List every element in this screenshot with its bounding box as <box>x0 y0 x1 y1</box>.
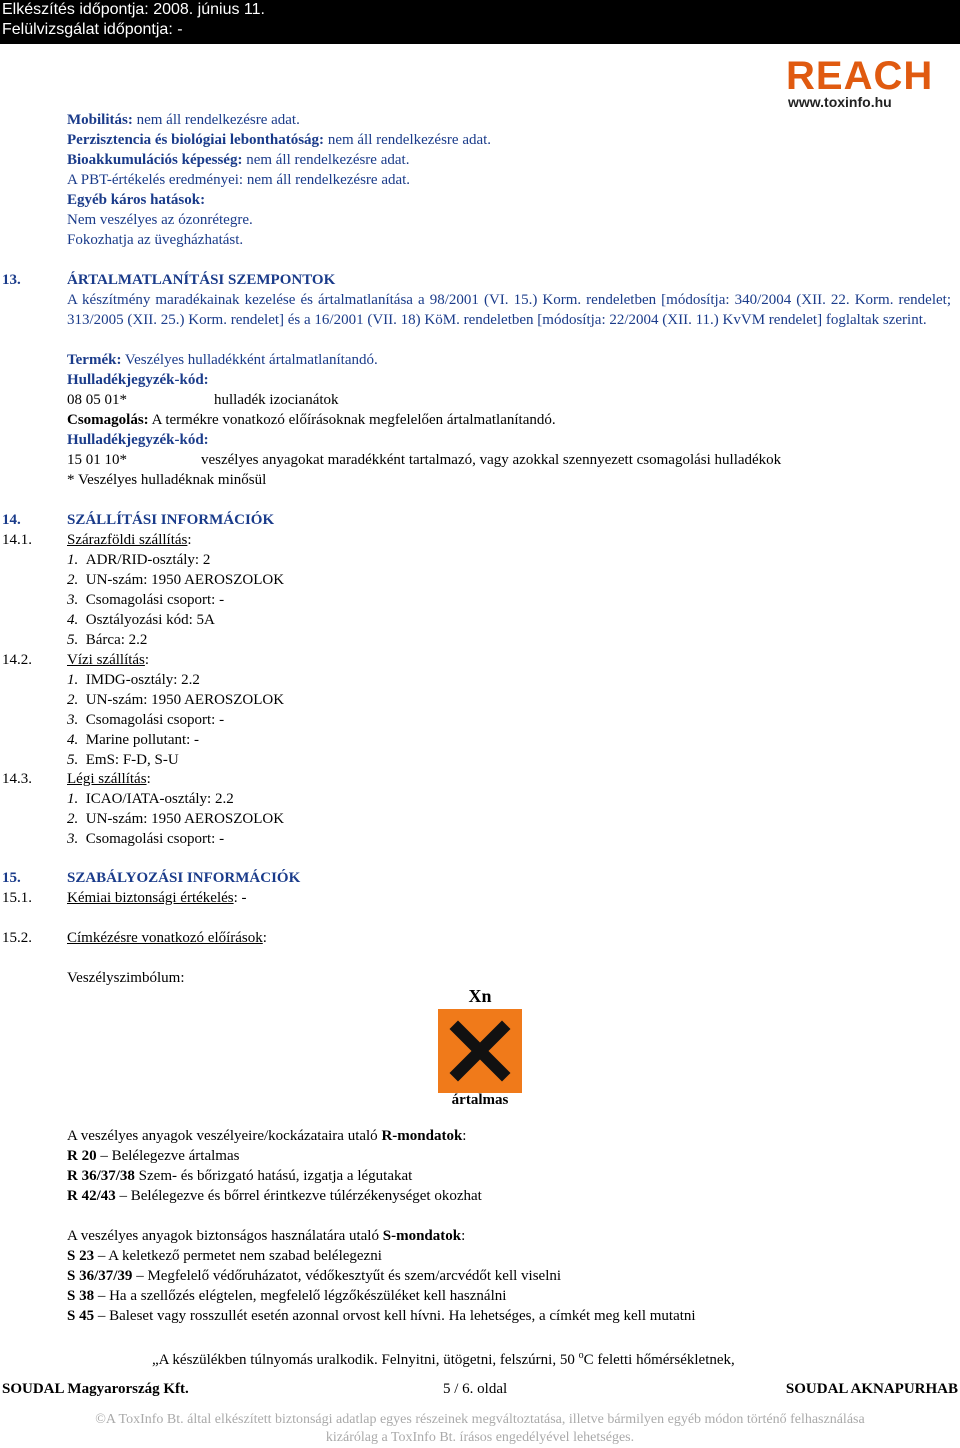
footer-company: SOUDAL Magyarország Kft. <box>2 1381 189 1397</box>
list-item: 5. Bárca: 2.2 <box>67 632 148 648</box>
sub-14-2-title: Vízi szállítás: <box>67 652 150 668</box>
creation-date: Elkészítés időpontja: 2008. június 11. <box>2 1 265 18</box>
list-item: 2. UN-szám: 1950 AEROSZOLOK <box>67 692 285 708</box>
waste-code-label: Hulladékjegyzék-kód: <box>67 372 209 388</box>
waste-code-2-desc: veszélyes anyagokat maradékként tartalmazó, vagy azokkal szennyezett csomagolási hulladékok <box>201 452 782 468</box>
s-phrase: S 45 – Baleset vagy rosszullét esetén azonnal orvost kell hívni. Ha lehetséges, a címkét meg kell mutatni <box>67 1308 696 1324</box>
document-header <box>0 0 960 44</box>
hazardous-note: * Veszélyes hulladéknak minősül <box>67 472 267 488</box>
waste-code-label-2: Hulladékjegyzék-kód: <box>67 432 209 448</box>
s-phrases-intro: A veszélyes anyagok biztonságos használatára utaló S-mondatok: <box>67 1228 466 1244</box>
persistence-line: Perzisztencia és biológiai lebonthatóság: nem áll rendelkezésre adat. <box>67 132 492 148</box>
list-item: 2. UN-szám: 1950 AEROSZOLOK <box>67 572 285 588</box>
list-item: 3. Csomagolási csoport: - <box>67 831 225 847</box>
r-phrase: R 20 – Belélegezve ártalmas <box>67 1148 240 1164</box>
sub-15-2-number: 15.2. <box>2 930 32 946</box>
packaging-line: Csomagolás: A termékre vonatkozó előírásoknak megfelelően ártalmatlanítandó. <box>67 412 556 428</box>
section-13-title: ÁRTALMATLANÍTÁSI SZEMPONTOK <box>67 272 336 288</box>
waste-code-1-desc: hulladék izocianátok <box>214 392 339 408</box>
sub-14-1-title: Szárazföldi szállítás: <box>67 532 192 548</box>
sub-15-1-number: 15.1. <box>2 890 32 906</box>
sub-14-3-title: Légi szállítás: <box>67 771 151 787</box>
sub-15-1-title: Kémiai biztonsági értékelés: - <box>67 890 247 906</box>
list-item: 1. IMDG-osztály: 2.2 <box>67 672 200 688</box>
greenhouse-line: Fokozhatja az üvegházhatást. <box>67 232 244 248</box>
logo-url: www.toxinfo.hu <box>788 94 892 110</box>
logo-text: REACH <box>786 54 934 98</box>
copyright-line-1: ©A ToxInfo Bt. által elkészített biztonsági adatlap egyes részeinek megváltoztatása, illetve bármilyen egyéb módon történő felhasználása <box>95 1412 865 1427</box>
list-item: 4. Osztályozási kód: 5A <box>67 612 215 628</box>
section-13-number: 13. <box>2 272 21 288</box>
waste-code-1: 08 05 01* <box>67 392 127 408</box>
r-phrase: R 42/43 – Belélegezve és bőrrel érintkezve túlérzékenységet okozhat <box>67 1188 482 1204</box>
section-15-number: 15. <box>2 870 21 886</box>
symbol-code: Xn <box>468 986 492 1006</box>
termek-line: Termék: Veszélyes hulladékként ártalmatlanítandó. <box>67 352 378 368</box>
list-item: 3. Csomagolási csoport: - <box>67 592 225 608</box>
s-phrase: S 23 – A keletkező permetet nem szabad belélegezni <box>67 1248 382 1264</box>
other-effects-label: Egyéb káros hatások: <box>67 192 206 208</box>
list-item: 1. ADR/RID-osztály: 2 <box>67 552 211 568</box>
section-14-number: 14. <box>2 512 21 528</box>
bioaccumulation-line: Bioakkumulációs képesség: nem áll rendelkezésre adat. <box>67 152 410 168</box>
pressure-warning: „A készülékben túlnyomás uralkodik. Felnyitni, ütögetni, felszúrni, 50 $^o$C feletti hőmérsékletnek, <box>152 1350 735 1368</box>
s-phrase: S 38 – Ha a szellőzés elégtelen, megfelelő légzőkészüléket kell használni <box>67 1288 507 1304</box>
harmful-hazard-symbol <box>438 985 522 1111</box>
copyright-line-2: kizárólag a ToxInfo Bt. írásos engedélyével lehetséges. <box>325 1430 635 1445</box>
s-phrase: S 36/37/39 – Megfelelő védőruházatot, védőkesztyűt és szem/arcvédőt kell viselni <box>67 1268 562 1284</box>
hazard-symbol-label: Veszélyszimbólum: <box>67 970 185 986</box>
revision-date: Felülvizsgálat időpontja: - <box>2 21 183 38</box>
section-13-paragraph: A készítmény maradékainak kezelése és ártalmatlanítása a 98/2001 (VI. 15.) Korm. rendeletben [módosítja: 340/2004 (XII. 22. Korm. rendelet; 313/2005 (XII. 25.) Korm. rendelet] és a 16/2001 (VII. 18) KöM. rendeletben [módosítja: 22/2004 (XII. 11.) KvVM rendelet] foglaltak szerint. <box>67 292 951 328</box>
list-item: 1. ICAO/IATA-osztály: 2.2 <box>67 791 234 807</box>
x-cross-icon <box>438 1009 522 1093</box>
mobility-line: Mobilitás: nem áll rendelkezésre adat. <box>67 112 300 128</box>
section-14-title: SZÁLLÍTÁSI INFORMÁCIÓK <box>67 512 275 528</box>
footer-product: SOUDAL AKNAPURHAB <box>785 1381 958 1397</box>
list-item: 5. EmS: F-D, S-U <box>67 752 179 768</box>
sub-14-1-number: 14.1. <box>2 532 32 548</box>
pbt-line: A PBT-értékelés eredményei: nem áll rendelkezésre adat. <box>67 172 411 188</box>
list-item: 2. UN-szám: 1950 AEROSZOLOK <box>67 811 285 827</box>
sub-15-2-title: Címkézésre vonatkozó előírások: <box>67 930 267 946</box>
ozone-line: Nem veszélyes az ózonrétegre. <box>67 212 253 228</box>
footer-page-number: 5 / 6. oldal <box>443 1381 508 1397</box>
symbol-caption: ártalmas <box>451 1092 509 1108</box>
list-item: 4. Marine pollutant: - <box>67 732 200 748</box>
sub-14-3-number: 14.3. <box>2 771 32 787</box>
waste-code-2: 15 01 10* <box>67 452 127 468</box>
r-phrase: R 36/37/38 Szem- és bőrizgató hatású, izgatja a légutakat <box>67 1168 413 1184</box>
sub-14-2-number: 14.2. <box>2 652 32 668</box>
reach-logo <box>786 56 936 116</box>
section-15-title: SZABÁLYOZÁSI INFORMÁCIÓK <box>67 870 301 886</box>
r-phrases-intro: A veszélyes anyagok veszélyeire/kockázataira utaló R-mondatok: <box>67 1128 467 1144</box>
list-item: 3. Csomagolási csoport: - <box>67 712 225 728</box>
